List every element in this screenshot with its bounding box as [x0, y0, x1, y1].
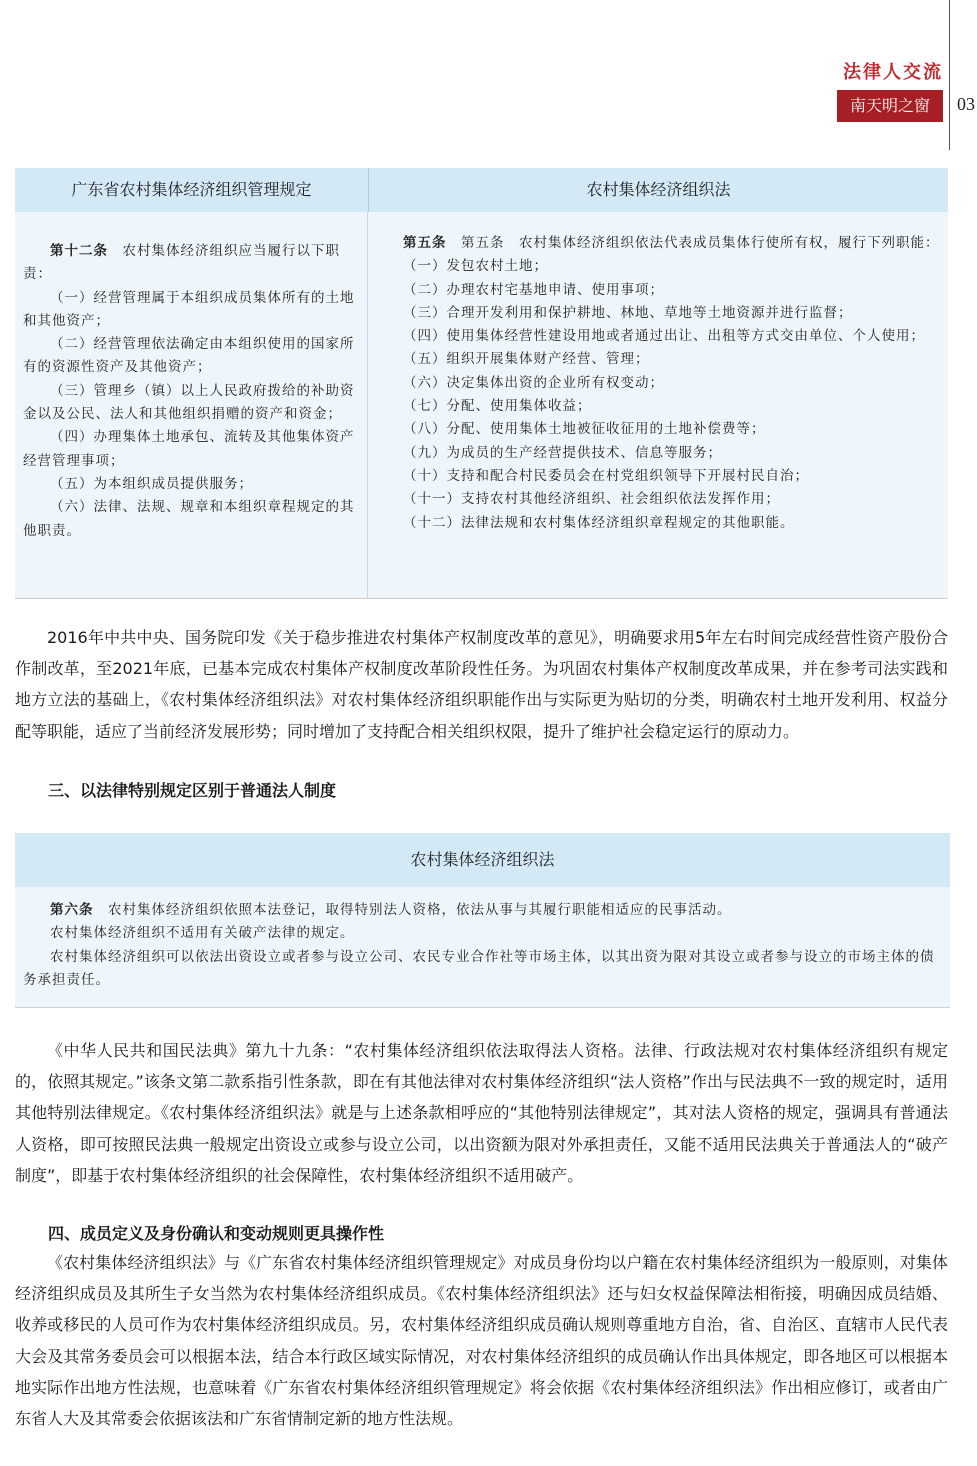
right-column-title: 农村集体经济组织法 [586, 180, 731, 199]
comparison-table [15, 168, 948, 599]
comparison-header [15, 168, 948, 212]
left-item: （四）办理集体土地承包、流转及其他集体资产经营管理事项； [23, 429, 355, 469]
left-article [15, 212, 368, 598]
left-item: （一）经营管理属于本组织成员集体所有的土地和其他资产； [23, 289, 355, 329]
right-item: （四）使用集体经营性建设用地或者通过出让、出租等方式交由单位、个人使用； [403, 328, 925, 345]
excerpt-line: 农村集体经济组织不适用有关破产法律的规定。 [50, 925, 355, 942]
paragraph-civil-code: 《中华人民共和国民法典》第九十九条：“农村集体经济组织依法取得法人资格。法律、行政法规对农村集体经济组织有规定的，依照其规定。”该条文第二款系指引性条款，即在有其他法律对农村集体经济组织“法人资格”作出与民法典不一致的规定时，适用其他特别法律规定。《农村集体经济组织法》就是与上述条款相呼应的“其他特别法律规定”，其对法人资格的规定，强调具有普通法人资格，即可按照民法典一般规定出资设立或参与设立公司，以出资额为限对外承担责任，又能不适用民法典关于普通法人的“破产制度”，即基于农村集体经济组织的社会保障性，农村集体经济组织不适用破产。 [15, 1041, 948, 1185]
right-item: （八）分配、使用集体土地被征收征用的土地补偿费等； [403, 421, 766, 438]
right-item: （三）合理开发利用和保护耕地、林地、草地等土地资源并进行监督； [403, 304, 853, 321]
paragraph-reform: 2016年中共中央、国务院印发《关于稳步推进农村集体产权制度改革的意见》，明确要求用5年左右时间完成经营性资产股份合作制改革，至2021年底，已基本完成农村集体产权制度改革阶段性任务。为巩固农村集体产权制度改革成果，并在参考司法实践和地方立法的基础上，《农村集体经济组织法》对农村集体经济组织职能作出与实际更为贴切的分类，明确农村土地开发利用、权益分配等职能，适应了当前经济发展形势；同时增加了支持配合相关组织权限，提升了维护社会稳定运行的原动力。 [15, 628, 948, 741]
right-intro-text: 第五条 农村集体经济组织依法代表成员集体行使所有权，履行下列职能： [461, 235, 940, 251]
right-item: （十一）支持农村其他经济组织、社会组织依法发挥作用； [403, 491, 780, 508]
paragraph-membership: 《农村集体经济组织法》与《广东省农村集体经济组织管理规定》对成员身份均以户籍在农村集体经济组织为一般原则，对集体经济组织成员及其所生子女当然为农村集体经济组织成员。《农村集体经济组织法》还与妇女权益保障法相衔接，明确因成员结婚、收养或移民的人员可作为农村集体经济组织成员。另，农村集体经济组织成员确认规则尊重地方自治，省、自治区、直辖市人民代表大会及其常务委员会可以根据本法，结合本行政区域实际情况，对农村集体经济组织的成员确认作出具体规定，即各地区可以根据本地实际作出地方性法规，也意味着《广东省农村集体经济组织管理规定》将会依据《农村集体经济组织法》作出相应修订，或者由广东省人大及其常委会依据该法和广东省情制定新的地方性法规。 [15, 1253, 948, 1429]
right-item: （五）组织开展集体财产经营、管理； [403, 351, 650, 368]
header-divider [949, 0, 950, 150]
excerpt-line-text: 农村集体经济组织依照本法登记，取得特别法人资格，依法从事与其履行职能相适应的民事活动。 [108, 902, 732, 918]
left-item: （五）为本组织成员提供服务； [50, 475, 253, 492]
law-excerpt-title: 农村集体经济组织法 [15, 833, 950, 887]
right-item: （二）办理农村宅基地申请、使用事项； [403, 281, 664, 298]
page-number: 03 [957, 94, 975, 114]
right-item: （七）分配、使用集体收益； [403, 398, 592, 415]
law-excerpt-table [15, 833, 950, 1008]
left-intro-text: 农村集体经济组织应当履行以下职责： [23, 243, 340, 283]
left-item: （三）管理乡（镇）以上人民政府拨给的补助资金以及公民、法人和其他组织捐赠的资产和资金； [23, 382, 355, 423]
right-article [368, 212, 948, 598]
right-item: （十二）法律法规和农村集体经济组织章程规定的其他职能。 [403, 514, 795, 531]
section-heading-4: 四、成员定义及身份确认和变动规则更具操作性 [48, 1224, 385, 1243]
comparison-body [15, 212, 948, 598]
right-item: （十）支持和配合村民委员会在村党组织领导下开展村民自治； [403, 467, 809, 484]
left-item: （六）法律、法规、规章和本组织章程规定的其他职责。 [23, 499, 355, 539]
excerpt-line: 农村集体经济组织可以依法出资设立或者参与设立公司、农民专业合作社等市场主体，以其出资为限对其设立或者参与设立的市场主体的债务承担责任。 [23, 948, 935, 988]
left-article-number: 第十二条 [50, 243, 108, 259]
right-article-number: 第五条 [403, 235, 447, 251]
excerpt-article-number: 第六条 [50, 902, 94, 918]
left-article-intro [23, 240, 361, 287]
column-badge: 南天明之窗 [837, 90, 943, 122]
section-name: 法律人交流 [843, 62, 943, 83]
right-item: （六）决定集体出资的企业所有权变动； [403, 374, 664, 391]
excerpt-line [23, 899, 944, 922]
left-item: （二）经营管理依法确定由本组织使用的国家所有的资源性资产及其他资产； [23, 336, 355, 376]
right-item: （九）为成员的生产经营提供技术、信息等服务； [403, 444, 722, 461]
law-excerpt-body [15, 887, 950, 1007]
right-item: （一）发包农村土地； [403, 258, 548, 275]
page-header [777, 0, 977, 130]
section-heading-3: 三、以法律特别规定区别于普通法人制度 [48, 781, 337, 800]
left-column-title: 广东省农村集体经济组织管理规定 [15, 168, 369, 212]
right-article-intro [376, 232, 942, 255]
